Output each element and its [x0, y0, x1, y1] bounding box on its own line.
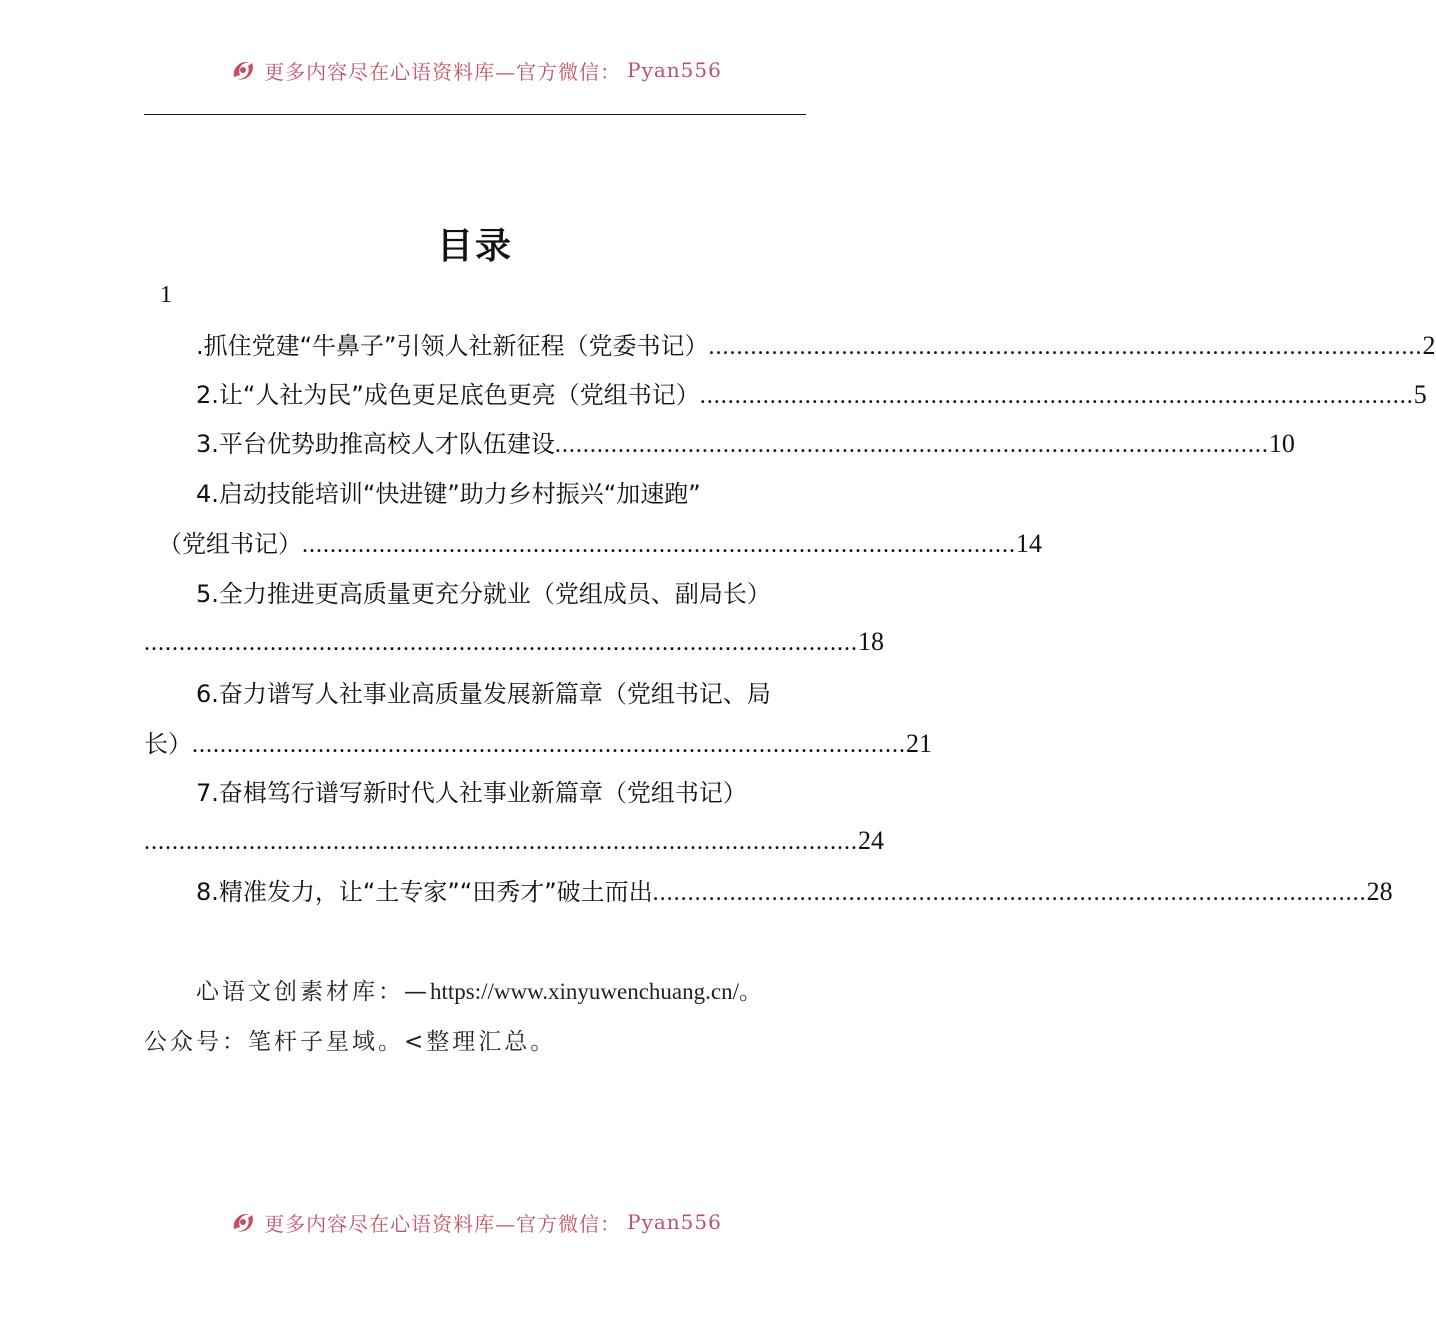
- header-rule: [144, 114, 806, 115]
- swirl-logo-icon: [228, 1207, 258, 1237]
- swirl-logo-icon: [228, 55, 258, 85]
- toc-leader-dots: ......................................................................................................: [144, 630, 858, 656]
- toc-leader-dots: ......................................................................................................: [554, 432, 1269, 458]
- toc-entry-6[interactable]: [144, 674, 806, 714]
- toc-entry-title: 3.平台优势助推高校人才队伍建设: [196, 430, 555, 458]
- toc-entry-7-cont[interactable]: [144, 821, 884, 861]
- toc-entry-page: 10: [1268, 429, 1295, 458]
- toc-entry-8[interactable]: [144, 872, 1393, 912]
- toc-leader-dots: ......................................................................................................: [144, 829, 858, 855]
- toc-entry-page: 21: [906, 729, 932, 758]
- toc-entry-page: 2: [1422, 331, 1436, 360]
- toc-entry-page: 28: [1366, 877, 1393, 906]
- toc-entry-4[interactable]: [144, 474, 806, 514]
- banner-wechat-id: Pyan556: [627, 1210, 722, 1234]
- toc-entry-page: 24: [858, 826, 884, 855]
- toc-leader-dots: ......................................................................................................: [652, 880, 1367, 906]
- toc-entry-page: 14: [1016, 529, 1042, 558]
- banner-text: 更多内容尽在心语资料库—官方微信：: [264, 59, 622, 84]
- toc-entry-4-cont[interactable]: [144, 524, 1042, 564]
- toc-entry-title: 4.启动技能培训“快进键”助力乡村振兴“加速跑”: [196, 480, 701, 508]
- page-title: 目录: [436, 226, 513, 267]
- toc-leader-dots: ......................................................................................................: [192, 732, 906, 758]
- banner-wechat-id: Pyan556: [627, 58, 722, 82]
- toc-entry-title-cont: 长）: [144, 730, 192, 758]
- toc-entry-page: 18: [858, 627, 884, 656]
- toc-leader-dots: ......................................................................................................: [699, 383, 1414, 409]
- toc-first-number: 1: [160, 282, 172, 308]
- footer-url-link[interactable]: https://www.xinyuwenchuang.cn/: [430, 979, 739, 1004]
- toc-leader-dots: ......................................................................................................: [302, 532, 1016, 558]
- banner-text: 更多内容尽在心语资料库—官方微信：: [264, 1211, 622, 1236]
- toc-entry-3[interactable]: [144, 424, 1295, 464]
- toc-entry-title: 8.精准发力，让“土专家”“田秀才”破土而出: [196, 878, 653, 906]
- toc-entry-7[interactable]: [144, 773, 806, 813]
- footer-source-prefix: 心语文创素材库：—: [196, 979, 430, 1005]
- footer-source-line: [144, 972, 824, 1012]
- toc-leader-dots: ......................................................................................................: [708, 334, 1423, 360]
- toc-entry-title: 5.全力推进更高质量更充分就业（党组成员、副局长）: [196, 580, 771, 608]
- toc-entry-title-cont: （党组书记）: [158, 530, 302, 558]
- toc-entry-page: 5: [1413, 380, 1427, 409]
- footer-banner: [0, 1204, 950, 1240]
- toc-entry-1[interactable]: [144, 326, 1436, 366]
- footer-source-suffix: 。: [738, 979, 765, 1005]
- toc-entry-5-cont[interactable]: [144, 622, 884, 662]
- toc-entry-6-cont[interactable]: [144, 724, 932, 764]
- footer-account-line: 公众号：笔杆子星域。<整理汇总。: [144, 1029, 557, 1055]
- toc-entry-title: 6.奋力谱写人社事业高质量发展新篇章（党组书记、局: [196, 680, 771, 708]
- header-banner: [0, 52, 950, 88]
- toc-entry-2[interactable]: [144, 375, 1427, 415]
- toc-entry-title: 2.让“人社为民”成色更足底色更亮（党组书记）: [196, 381, 700, 409]
- toc-entry-title: 7.奋楫笃行谱写新时代人社事业新篇章（党组书记）: [196, 779, 747, 807]
- toc-entry-title: .抓住党建“牛鼻子”引领人社新征程（党委书记）: [196, 332, 709, 360]
- toc-entry-5[interactable]: [144, 574, 806, 614]
